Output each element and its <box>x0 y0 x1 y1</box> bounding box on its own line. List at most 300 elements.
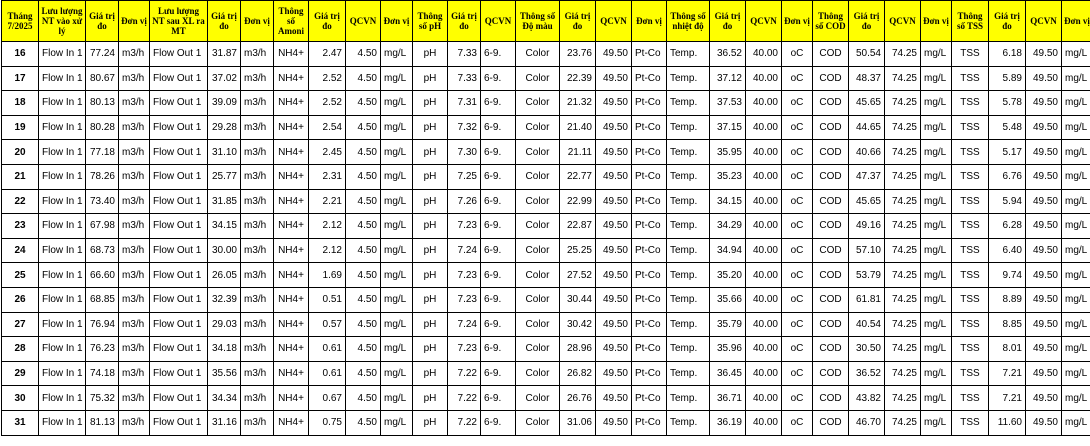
monitoring-table <box>1 0 1090 436</box>
cell-ph-value: 7.26 <box>448 189 481 214</box>
cell-temp-name: Temp. <box>667 238 710 263</box>
cell-color-name: Color <box>516 312 560 337</box>
cell-flow-out-unit: m3/h <box>241 337 274 362</box>
cell-flow-in-name: Flow In 1 <box>39 189 86 214</box>
cell-color-name: Color <box>516 115 560 140</box>
cell-flow-in-value: 81.13 <box>86 410 119 435</box>
cell-amoni-qcvn: 4.50 <box>346 410 381 435</box>
cell-temp-qcvn: 40.00 <box>746 287 782 312</box>
cell-cod-unit: mg/L <box>921 42 952 67</box>
header-amoni-name: Thông số Amoni <box>274 1 309 42</box>
cell-flow-out-value: 30.00 <box>208 238 241 263</box>
cell-cod-name: COD <box>813 140 849 165</box>
cell-ph-value: 7.23 <box>448 214 481 239</box>
cell-temp-unit: oC <box>782 312 813 337</box>
cell-color-value: 22.39 <box>560 66 596 91</box>
header-day: Tháng 7/2025 <box>2 1 39 42</box>
cell-color-name: Color <box>516 164 560 189</box>
cell-tss-value: 6.18 <box>989 42 1026 67</box>
cell-temp-unit: oC <box>782 263 813 288</box>
cell-cod-unit: mg/L <box>921 140 952 165</box>
header-ph-value: Giá trị đo <box>448 1 481 42</box>
cell-amoni-name: NH4+ <box>274 263 309 288</box>
table-row <box>2 164 1090 189</box>
header-amoni-value: Giá trị đo <box>309 1 346 42</box>
cell-flow-out-value: 31.10 <box>208 140 241 165</box>
cell-cod-unit: mg/L <box>921 91 952 116</box>
cell-cod-qcvn: 74.25 <box>885 164 921 189</box>
cell-color-value: 26.76 <box>560 386 596 411</box>
cell-amoni-unit: mg/L <box>381 312 413 337</box>
cell-flow-in-name: Flow In 1 <box>39 140 86 165</box>
cell-tss-name: TSS <box>952 410 989 435</box>
cell-ph-qcvn: 6-9. <box>481 263 516 288</box>
cell-flow-out-name: Flow Out 1 <box>150 189 208 214</box>
table-row <box>2 115 1090 140</box>
cell-flow-in-name: Flow In 1 <box>39 115 86 140</box>
cell-tss-unit: mg/L <box>1062 238 1090 263</box>
cell-flow-in-unit: m3/h <box>119 238 150 263</box>
cell-cod-value: 53.79 <box>849 263 885 288</box>
cell-flow-in-unit: m3/h <box>119 312 150 337</box>
cell-amoni-qcvn: 4.50 <box>346 164 381 189</box>
cell-temp-qcvn: 40.00 <box>746 361 782 386</box>
cell-amoni-qcvn: 4.50 <box>346 312 381 337</box>
cell-tss-name: TSS <box>952 361 989 386</box>
cell-amoni-name: NH4+ <box>274 214 309 239</box>
cell-temp-value: 36.52 <box>710 42 746 67</box>
cell-cod-qcvn: 74.25 <box>885 66 921 91</box>
cell-temp-value: 35.96 <box>710 337 746 362</box>
cell-tss-unit: mg/L <box>1062 42 1090 67</box>
table-row <box>2 410 1090 435</box>
cell-temp-qcvn: 40.00 <box>746 115 782 140</box>
cell-ph-qcvn: 6-9. <box>481 410 516 435</box>
cell-temp-name: Temp. <box>667 410 710 435</box>
cell-color-unit: Pt-Co <box>632 140 667 165</box>
cell-color-name: Color <box>516 361 560 386</box>
cell-temp-value: 35.20 <box>710 263 746 288</box>
cell-flow-out-name: Flow Out 1 <box>150 91 208 116</box>
header-flow-in-name: Lưu lượng NT vào xử lý <box>39 1 86 42</box>
cell-amoni-qcvn: 4.50 <box>346 115 381 140</box>
cell-tss-name: TSS <box>952 42 989 67</box>
table-row <box>2 140 1090 165</box>
cell-tss-unit: mg/L <box>1062 91 1090 116</box>
cell-tss-qcvn: 49.50 <box>1026 66 1062 91</box>
cell-flow-out-value: 26.05 <box>208 263 241 288</box>
cell-temp-unit: oC <box>782 66 813 91</box>
cell-flow-out-name: Flow Out 1 <box>150 214 208 239</box>
header-flow-out-value: Giá trị đo <box>208 1 241 42</box>
table-row <box>2 337 1090 362</box>
cell-tss-qcvn: 49.50 <box>1026 140 1062 165</box>
cell-color-unit: Pt-Co <box>632 214 667 239</box>
cell-tss-name: TSS <box>952 164 989 189</box>
cell-color-qcvn: 49.50 <box>596 214 632 239</box>
cell-tss-unit: mg/L <box>1062 214 1090 239</box>
cell-amoni-unit: mg/L <box>381 361 413 386</box>
cell-tss-qcvn: 49.50 <box>1026 337 1062 362</box>
cell-color-value: 23.76 <box>560 42 596 67</box>
cell-flow-in-value: 68.73 <box>86 238 119 263</box>
cell-tss-unit: mg/L <box>1062 164 1090 189</box>
cell-flow-out-value: 34.34 <box>208 386 241 411</box>
cell-tss-qcvn: 49.50 <box>1026 361 1062 386</box>
cell-day: 25 <box>2 263 39 288</box>
cell-tss-value: 9.74 <box>989 263 1026 288</box>
cell-color-unit: Pt-Co <box>632 337 667 362</box>
cell-day: 18 <box>2 91 39 116</box>
cell-cod-unit: mg/L <box>921 164 952 189</box>
cell-amoni-name: NH4+ <box>274 337 309 362</box>
cell-color-qcvn: 49.50 <box>596 386 632 411</box>
cell-amoni-unit: mg/L <box>381 189 413 214</box>
cell-tss-name: TSS <box>952 238 989 263</box>
cell-ph-qcvn: 6-9. <box>481 337 516 362</box>
cell-temp-qcvn: 40.00 <box>746 238 782 263</box>
cell-cod-qcvn: 74.25 <box>885 214 921 239</box>
cell-amoni-unit: mg/L <box>381 140 413 165</box>
cell-ph-name: pH <box>413 410 448 435</box>
cell-flow-in-unit: m3/h <box>119 386 150 411</box>
cell-cod-qcvn: 74.25 <box>885 91 921 116</box>
cell-amoni-qcvn: 4.50 <box>346 140 381 165</box>
cell-tss-name: TSS <box>952 263 989 288</box>
cell-color-name: Color <box>516 410 560 435</box>
cell-temp-value: 34.94 <box>710 238 746 263</box>
cell-color-name: Color <box>516 91 560 116</box>
cell-ph-name: pH <box>413 312 448 337</box>
cell-temp-unit: oC <box>782 287 813 312</box>
cell-cod-value: 44.65 <box>849 115 885 140</box>
cell-flow-in-unit: m3/h <box>119 214 150 239</box>
cell-cod-value: 43.82 <box>849 386 885 411</box>
table-row <box>2 238 1090 263</box>
cell-amoni-value: 0.61 <box>309 361 346 386</box>
cell-tss-qcvn: 49.50 <box>1026 238 1062 263</box>
cell-ph-value: 7.23 <box>448 337 481 362</box>
table-row <box>2 91 1090 116</box>
cell-cod-unit: mg/L <box>921 214 952 239</box>
cell-flow-in-name: Flow In 1 <box>39 287 86 312</box>
cell-ph-name: pH <box>413 91 448 116</box>
cell-tss-qcvn: 49.50 <box>1026 214 1062 239</box>
header-color-name: Thông số Độ màu <box>516 1 560 42</box>
cell-day: 27 <box>2 312 39 337</box>
cell-tss-unit: mg/L <box>1062 386 1090 411</box>
cell-tss-qcvn: 49.50 <box>1026 189 1062 214</box>
cell-flow-in-name: Flow In 1 <box>39 66 86 91</box>
cell-amoni-qcvn: 4.50 <box>346 263 381 288</box>
cell-color-qcvn: 49.50 <box>596 410 632 435</box>
cell-color-value: 22.77 <box>560 164 596 189</box>
cell-temp-unit: oC <box>782 214 813 239</box>
cell-flow-out-value: 25.77 <box>208 164 241 189</box>
cell-amoni-value: 1.69 <box>309 263 346 288</box>
cell-color-qcvn: 49.50 <box>596 189 632 214</box>
cell-flow-in-unit: m3/h <box>119 263 150 288</box>
cell-temp-qcvn: 40.00 <box>746 337 782 362</box>
header-amoni-unit: Đơn vị <box>381 1 413 42</box>
cell-tss-unit: mg/L <box>1062 361 1090 386</box>
cell-flow-out-unit: m3/h <box>241 140 274 165</box>
cell-cod-qcvn: 74.25 <box>885 337 921 362</box>
cell-color-name: Color <box>516 386 560 411</box>
header-flow-in-value: Giá trị đo <box>86 1 119 42</box>
cell-color-unit: Pt-Co <box>632 238 667 263</box>
cell-flow-in-value: 78.26 <box>86 164 119 189</box>
cell-flow-out-name: Flow Out 1 <box>150 140 208 165</box>
cell-cod-unit: mg/L <box>921 66 952 91</box>
header-flow-out-name: Lưu lượng NT sau XL ra MT <box>150 1 208 42</box>
cell-tss-name: TSS <box>952 214 989 239</box>
cell-temp-name: Temp. <box>667 164 710 189</box>
cell-flow-in-name: Flow In 1 <box>39 263 86 288</box>
cell-temp-value: 35.23 <box>710 164 746 189</box>
cell-flow-in-value: 75.32 <box>86 386 119 411</box>
cell-amoni-value: 2.21 <box>309 189 346 214</box>
cell-cod-name: COD <box>813 337 849 362</box>
cell-cod-qcvn: 74.25 <box>885 361 921 386</box>
cell-flow-out-value: 34.18 <box>208 337 241 362</box>
cell-amoni-name: NH4+ <box>274 287 309 312</box>
cell-amoni-unit: mg/L <box>381 164 413 189</box>
cell-ph-value: 7.30 <box>448 140 481 165</box>
cell-ph-qcvn: 6-9. <box>481 386 516 411</box>
cell-color-value: 27.52 <box>560 263 596 288</box>
cell-cod-qcvn: 74.25 <box>885 312 921 337</box>
cell-color-qcvn: 49.50 <box>596 164 632 189</box>
cell-color-qcvn: 49.50 <box>596 140 632 165</box>
cell-color-unit: Pt-Co <box>632 287 667 312</box>
cell-flow-in-name: Flow In 1 <box>39 361 86 386</box>
cell-tss-qcvn: 49.50 <box>1026 42 1062 67</box>
cell-flow-out-value: 37.02 <box>208 66 241 91</box>
cell-tss-value: 8.01 <box>989 337 1026 362</box>
cell-temp-name: Temp. <box>667 66 710 91</box>
cell-flow-in-name: Flow In 1 <box>39 42 86 67</box>
cell-color-unit: Pt-Co <box>632 91 667 116</box>
cell-tss-unit: mg/L <box>1062 263 1090 288</box>
cell-flow-out-unit: m3/h <box>241 410 274 435</box>
header-temp-name: Thông số nhiệt độ <box>667 1 710 42</box>
cell-flow-in-value: 80.13 <box>86 91 119 116</box>
cell-flow-out-unit: m3/h <box>241 189 274 214</box>
cell-amoni-unit: mg/L <box>381 410 413 435</box>
cell-temp-qcvn: 40.00 <box>746 263 782 288</box>
cell-ph-name: pH <box>413 66 448 91</box>
cell-flow-out-value: 35.56 <box>208 361 241 386</box>
cell-amoni-name: NH4+ <box>274 66 309 91</box>
cell-tss-name: TSS <box>952 115 989 140</box>
cell-ph-qcvn: 6-9. <box>481 312 516 337</box>
header-flow-out-unit: Đơn vị <box>241 1 274 42</box>
cell-color-value: 26.82 <box>560 361 596 386</box>
cell-day: 29 <box>2 361 39 386</box>
cell-color-qcvn: 49.50 <box>596 115 632 140</box>
cell-color-name: Color <box>516 337 560 362</box>
cell-amoni-qcvn: 4.50 <box>346 91 381 116</box>
cell-amoni-value: 0.51 <box>309 287 346 312</box>
cell-flow-in-value: 74.18 <box>86 361 119 386</box>
header-cod-name: Thông số COD <box>813 1 849 42</box>
cell-cod-unit: mg/L <box>921 115 952 140</box>
cell-color-value: 31.06 <box>560 410 596 435</box>
cell-color-name: Color <box>516 214 560 239</box>
cell-amoni-name: NH4+ <box>274 410 309 435</box>
cell-amoni-unit: mg/L <box>381 238 413 263</box>
cell-flow-out-name: Flow Out 1 <box>150 164 208 189</box>
cell-flow-out-unit: m3/h <box>241 263 274 288</box>
cell-day: 28 <box>2 337 39 362</box>
cell-cod-value: 49.16 <box>849 214 885 239</box>
cell-ph-name: pH <box>413 164 448 189</box>
cell-flow-out-value: 34.15 <box>208 214 241 239</box>
cell-cod-qcvn: 74.25 <box>885 386 921 411</box>
cell-tss-value: 8.89 <box>989 287 1026 312</box>
cell-tss-value: 11.60 <box>989 410 1026 435</box>
cell-amoni-name: NH4+ <box>274 164 309 189</box>
cell-color-unit: Pt-Co <box>632 115 667 140</box>
cell-color-value: 25.25 <box>560 238 596 263</box>
cell-color-unit: Pt-Co <box>632 189 667 214</box>
cell-cod-qcvn: 74.25 <box>885 287 921 312</box>
cell-temp-name: Temp. <box>667 287 710 312</box>
cell-temp-qcvn: 40.00 <box>746 410 782 435</box>
cell-temp-unit: oC <box>782 91 813 116</box>
cell-amoni-name: NH4+ <box>274 238 309 263</box>
cell-color-value: 28.96 <box>560 337 596 362</box>
cell-ph-qcvn: 6-9. <box>481 361 516 386</box>
cell-cod-name: COD <box>813 263 849 288</box>
cell-ph-value: 7.33 <box>448 42 481 67</box>
cell-temp-unit: oC <box>782 386 813 411</box>
cell-cod-name: COD <box>813 66 849 91</box>
cell-color-qcvn: 49.50 <box>596 238 632 263</box>
cell-day: 23 <box>2 214 39 239</box>
cell-color-unit: Pt-Co <box>632 263 667 288</box>
cell-amoni-value: 2.45 <box>309 140 346 165</box>
cell-day: 19 <box>2 115 39 140</box>
cell-cod-name: COD <box>813 42 849 67</box>
cell-temp-value: 35.79 <box>710 312 746 337</box>
cell-ph-value: 7.32 <box>448 115 481 140</box>
cell-flow-in-unit: m3/h <box>119 410 150 435</box>
cell-cod-name: COD <box>813 312 849 337</box>
cell-flow-in-name: Flow In 1 <box>39 214 86 239</box>
cell-flow-out-name: Flow Out 1 <box>150 337 208 362</box>
table-row <box>2 263 1090 288</box>
cell-temp-value: 36.45 <box>710 361 746 386</box>
cell-color-value: 21.40 <box>560 115 596 140</box>
cell-flow-in-name: Flow In 1 <box>39 91 86 116</box>
cell-temp-name: Temp. <box>667 263 710 288</box>
cell-temp-qcvn: 40.00 <box>746 42 782 67</box>
cell-tss-qcvn: 49.50 <box>1026 263 1062 288</box>
cell-ph-qcvn: 6-9. <box>481 91 516 116</box>
cell-tss-value: 6.76 <box>989 164 1026 189</box>
cell-color-qcvn: 49.50 <box>596 263 632 288</box>
cell-tss-value: 5.78 <box>989 91 1026 116</box>
cell-color-unit: Pt-Co <box>632 164 667 189</box>
cell-amoni-qcvn: 4.50 <box>346 386 381 411</box>
cell-flow-in-unit: m3/h <box>119 140 150 165</box>
cell-flow-out-unit: m3/h <box>241 66 274 91</box>
cell-flow-in-unit: m3/h <box>119 115 150 140</box>
cell-amoni-name: NH4+ <box>274 42 309 67</box>
cell-tss-qcvn: 49.50 <box>1026 91 1062 116</box>
cell-cod-value: 47.37 <box>849 164 885 189</box>
cell-cod-qcvn: 74.25 <box>885 238 921 263</box>
cell-color-name: Color <box>516 287 560 312</box>
cell-color-qcvn: 49.50 <box>596 361 632 386</box>
cell-day: 22 <box>2 189 39 214</box>
cell-color-qcvn: 49.50 <box>596 91 632 116</box>
cell-cod-value: 36.52 <box>849 361 885 386</box>
cell-flow-out-unit: m3/h <box>241 115 274 140</box>
header-tss-value: Giá trị đo <box>989 1 1026 42</box>
cell-ph-qcvn: 6-9. <box>481 66 516 91</box>
cell-flow-in-value: 68.85 <box>86 287 119 312</box>
cell-flow-in-unit: m3/h <box>119 42 150 67</box>
cell-flow-in-unit: m3/h <box>119 361 150 386</box>
cell-flow-out-unit: m3/h <box>241 287 274 312</box>
cell-amoni-unit: mg/L <box>381 91 413 116</box>
cell-flow-out-unit: m3/h <box>241 312 274 337</box>
cell-tss-name: TSS <box>952 287 989 312</box>
cell-cod-name: COD <box>813 164 849 189</box>
cell-ph-name: pH <box>413 263 448 288</box>
cell-temp-qcvn: 40.00 <box>746 140 782 165</box>
cell-day: 30 <box>2 386 39 411</box>
cell-tss-qcvn: 49.50 <box>1026 164 1062 189</box>
cell-ph-qcvn: 6-9. <box>481 214 516 239</box>
cell-flow-in-name: Flow In 1 <box>39 337 86 362</box>
cell-temp-unit: oC <box>782 140 813 165</box>
cell-amoni-unit: mg/L <box>381 386 413 411</box>
cell-amoni-name: NH4+ <box>274 361 309 386</box>
cell-ph-name: pH <box>413 115 448 140</box>
table-row <box>2 386 1090 411</box>
cell-amoni-name: NH4+ <box>274 189 309 214</box>
cell-ph-name: pH <box>413 214 448 239</box>
cell-flow-in-unit: m3/h <box>119 189 150 214</box>
cell-flow-out-value: 32.39 <box>208 287 241 312</box>
header-row <box>2 1 1090 42</box>
cell-amoni-value: 0.75 <box>309 410 346 435</box>
cell-color-name: Color <box>516 189 560 214</box>
cell-flow-in-name: Flow In 1 <box>39 164 86 189</box>
cell-temp-value: 35.66 <box>710 287 746 312</box>
cell-color-qcvn: 49.50 <box>596 312 632 337</box>
header-ph-qcvn: QCVN <box>481 1 516 42</box>
cell-color-name: Color <box>516 42 560 67</box>
header-tss-unit: Đơn vị <box>1062 1 1090 42</box>
cell-cod-value: 48.37 <box>849 66 885 91</box>
cell-tss-value: 5.94 <box>989 189 1026 214</box>
cell-color-qcvn: 49.50 <box>596 287 632 312</box>
cell-color-unit: Pt-Co <box>632 312 667 337</box>
cell-cod-value: 46.70 <box>849 410 885 435</box>
cell-temp-qcvn: 40.00 <box>746 386 782 411</box>
cell-temp-qcvn: 40.00 <box>746 164 782 189</box>
cell-temp-value: 34.29 <box>710 214 746 239</box>
cell-flow-out-name: Flow Out 1 <box>150 66 208 91</box>
cell-flow-out-unit: m3/h <box>241 386 274 411</box>
table-row <box>2 361 1090 386</box>
cell-ph-qcvn: 6-9. <box>481 42 516 67</box>
